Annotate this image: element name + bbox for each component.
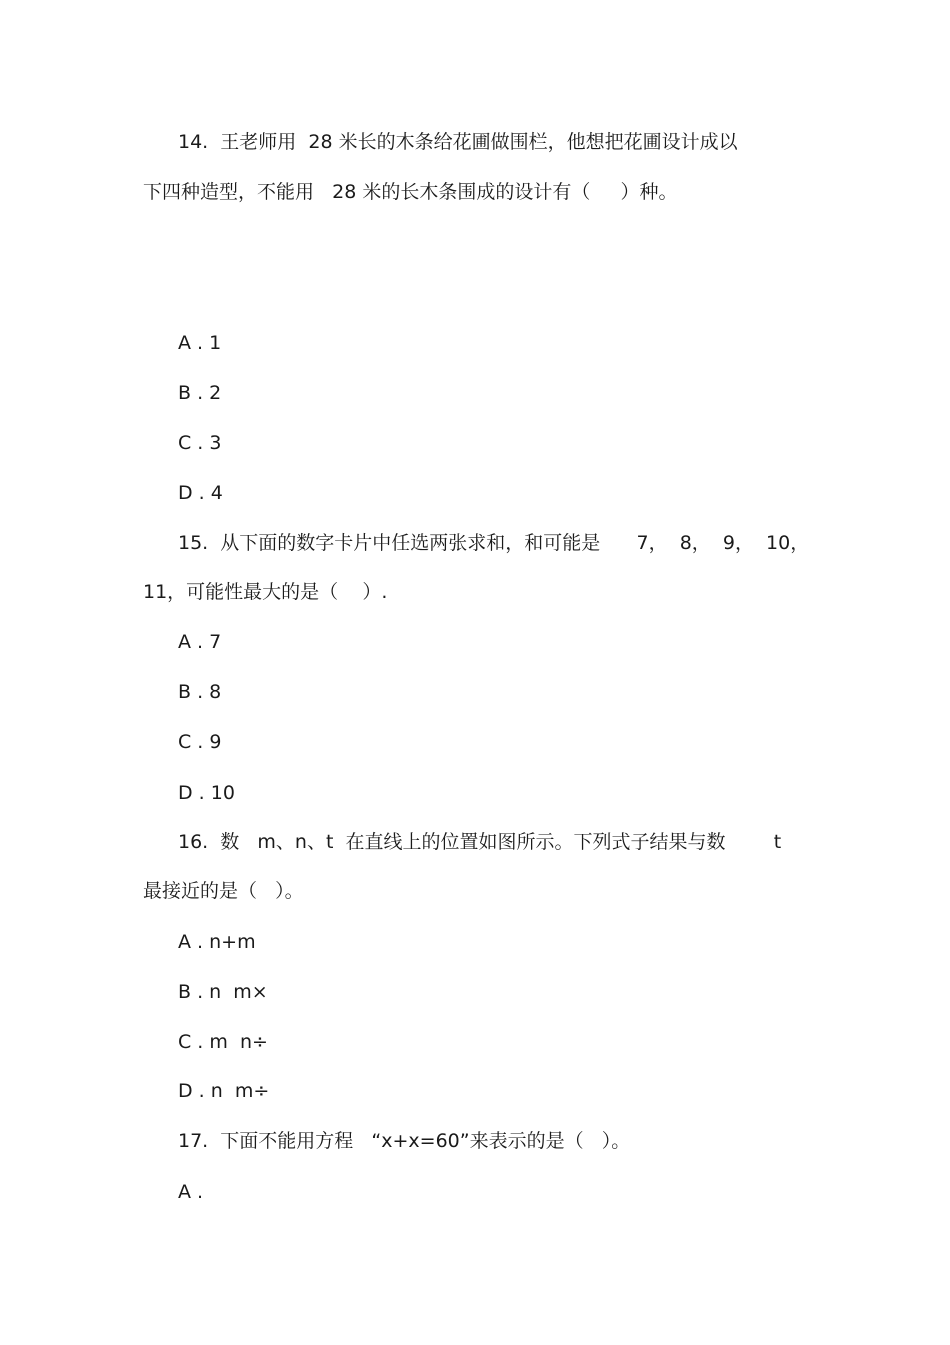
option-d: D . n m÷ [178,1080,270,1102]
question-16-line-2: 最接近的是（ ）。 [143,880,304,902]
question-14-line-2: 下四种造型，不能用 28 米的长木条围成的设计有（ ）种。 [143,181,678,203]
option-a: A . [178,1181,204,1203]
question-16-line-1: 16. 数 m、n、t 在直线上的位置如图所示。下列式子结果与数 t [178,831,782,853]
option-b: B . n m× [178,981,268,1003]
option-a: A . 1 [178,332,222,354]
question-17-line-1: 17. 下面不能用方程 “x+x=60”来表示的是（ ）。 [178,1130,631,1152]
question-14-line-1: 14. 王老师用 28 米长的木条给花圃做围栏，他想把花圃设计成以 [178,131,738,153]
option-d: D . 4 [178,482,223,504]
option-b: B . 2 [178,382,222,404]
option-c: C . m n÷ [178,1031,268,1053]
question-15-line-2: 11，可能性最大的是（ ）. [143,581,388,603]
option-a: A . n+m [178,931,256,953]
option-c: C . 9 [178,731,222,753]
option-a: A . 7 [178,631,222,653]
option-b: B . 8 [178,681,222,703]
option-c: C . 3 [178,432,222,454]
question-15-line-1: 15. 从下面的数字卡片中任选两张求和，和可能是 7， 8， 9， 10， [178,532,810,554]
option-d: D . 10 [178,782,235,804]
